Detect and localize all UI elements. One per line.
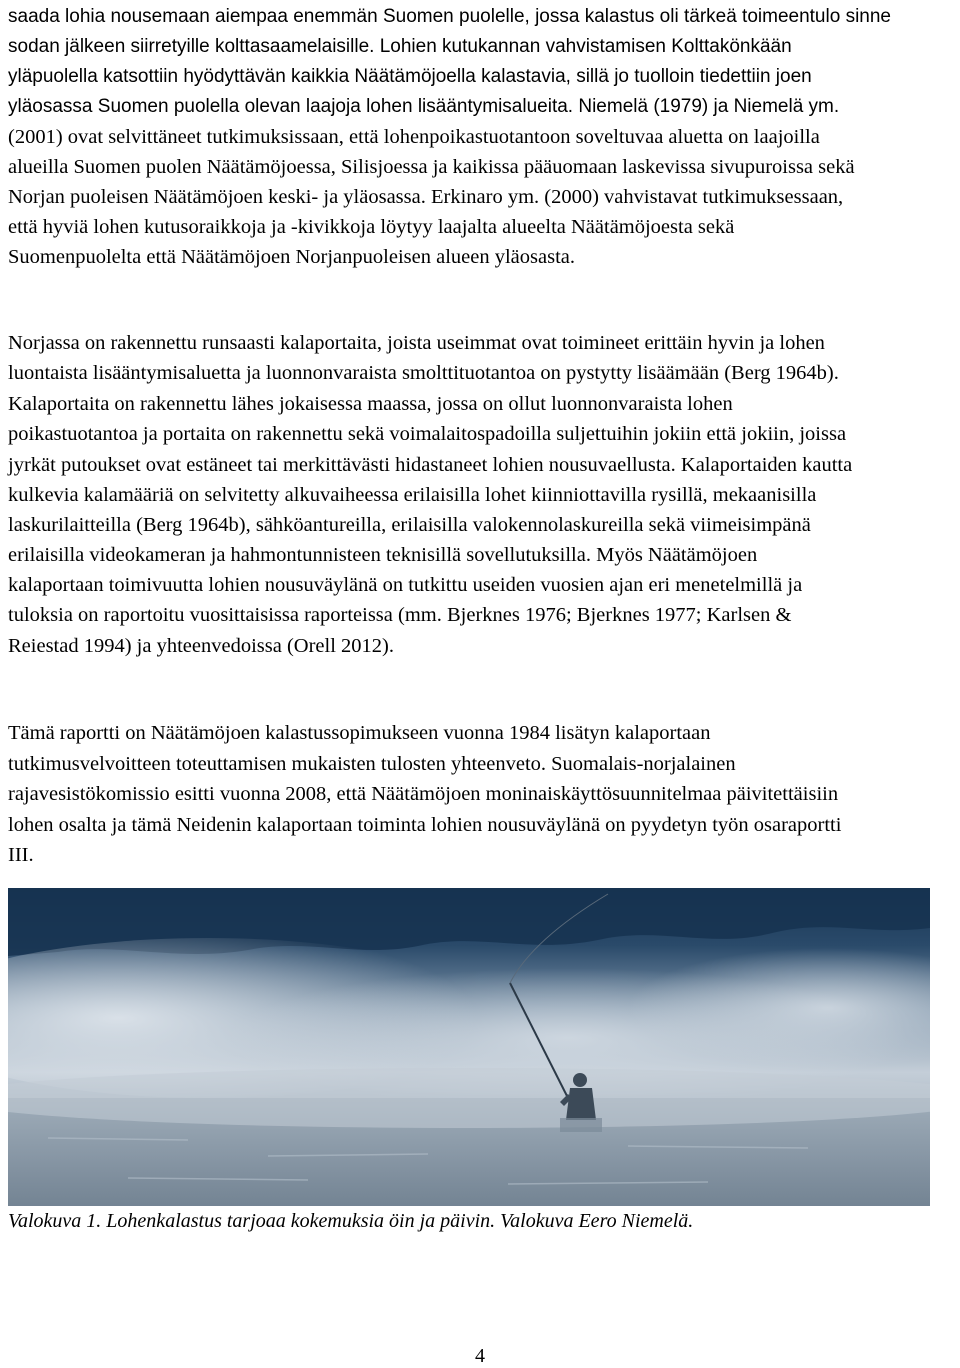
paragraph-2-line: kalaportaan toimivuutta lohien nousuväylänä on tutkittu useiden vuosien ajan eri menetelmillä ja bbox=[8, 574, 803, 596]
paragraph-2-line: luontaista lisääntymisaluetta ja luonnonvaraista smolttituotantoa on pystytty lisäämään (Berg 1964b). bbox=[8, 362, 839, 384]
paragraph-1-line: saada lohia nousemaan aiempaa enemmän Suomen puolelle, jossa kalastus oli tärkeä toimeentulo sinne bbox=[8, 6, 891, 27]
paragraph-1-line: alueilla Suomen puolen Näätämöjoessa, Silisjoessa ja kaikissa pääuomaan laskevissa sivupuroissa sekä bbox=[8, 156, 855, 178]
paragraph-3-line: lohen osalta ja tämä Neidenin kalaportaan toiminta lohien nousuväylänä on pyydetyn työn osaraportti bbox=[8, 814, 842, 836]
paragraph-1-line: (2001) ovat selvittäneet tutkimuksissaan, että lohenpoikastuotantoon soveltuvaa aluetta on laajoilla bbox=[8, 126, 820, 148]
paragraph-1-line: yläosassa Suomen puolella olevan laajoja lohen lisääntymisalueita. Niemelä (1979) ja Niemelä ym. bbox=[8, 96, 840, 117]
paragraph-1-line: Norjan puoleisen Näätämöjoen keski- ja yläosassa. Erkinaro ym. (2000) vahvistavat tutkimuksessaan, bbox=[8, 186, 844, 208]
photo-illustration bbox=[8, 888, 930, 1206]
paragraph-1-line: Suomenpuolelta että Näätämöjoen Norjanpuoleisen alueen yläosasta. bbox=[8, 246, 575, 268]
paragraph-2-line: jyrkät putoukset ovat estäneet tai merkittävästi hidastaneet lohien nousuvaellusta. Kalaportaiden kautta bbox=[8, 454, 853, 476]
paragraph-1-line: sodan jälkeen siirretyille kolttasaamelaisille. Lohien kutukannan vahvistamisen Kolttakönkään bbox=[8, 36, 792, 57]
paragraph-3-line: Tämä raportti on Näätämöjoen kalastussopimukseen vuonna 1984 lisätyn kalaportaan bbox=[8, 722, 711, 744]
paragraph-2-line: kulkevia kalamääriä on selvitetty alkuvaiheessa erilaisilla lohet kiinniottavilla rysillä, mekaanisilla bbox=[8, 484, 817, 506]
paragraph-2-line: Kalaportaita on rakennettu lähes jokaisessa maassa, jossa on ollut luonnonvaraista lohen bbox=[8, 393, 733, 415]
paragraph-2-line: tuloksia on raportoitu vuosittaisissa raporteissa (mm. Bjerknes 1976; Bjerknes 1977; Karlsen & bbox=[8, 604, 792, 626]
paragraph-2-line: Reiestad 1994) ja yhteenvedoissa (Orell 2012). bbox=[8, 635, 394, 657]
page-number: 4 bbox=[475, 1345, 485, 1367]
paragraph-1-line: yläpuolella katsottiin hyödyttävän kaikkia Näätämöjoella kalastavia, sillä jo tuolloin tiedettiin joen bbox=[8, 66, 812, 87]
paragraph-3-line: III. bbox=[8, 844, 34, 866]
paragraph-2-line: erilaisilla videokameran ja hahmontunnisteen teknisillä sovellutuksilla. Myös Näätämöjoen bbox=[8, 544, 758, 566]
paragraph-2-line: laskurilaitteilla (Berg 1964b), sähköantureilla, erilaisilla valokennolaskureilla sekä viimeisimpänä bbox=[8, 514, 811, 536]
paragraph-2-line: poikastuotantoa ja portaita on rakennettu sekä voimalaitospadoilla suljettuihin jokiin että jokiin, joissa bbox=[8, 423, 847, 445]
photo-caption: Valokuva 1. Lohenkalastus tarjoaa kokemuksia öin ja päivin. Valokuva Eero Niemelä. bbox=[8, 1210, 694, 1232]
paragraph-3-line: rajavesistökomissio esitti vuonna 2008, että Näätämöjoen moninaiskäyttösuunnitelmaa päivitettäisiin bbox=[8, 783, 839, 805]
paragraph-2-line: Norjassa on rakennettu runsaasti kalaportaita, joista useimmat ovat toimineet erittäin hyvin ja lohen bbox=[8, 332, 825, 354]
paragraph-1-line: että hyviä lohen kutusoraikkoja ja -kivikkoja löytyy laajalta alueelta Näätämöjoesta sekä bbox=[8, 216, 735, 238]
fishing-photo bbox=[8, 888, 930, 1206]
paragraph-3-line: tutkimusvelvoitteen toteuttamisen mukaisten tulosten yhteenveto. Suomalais-norjalainen bbox=[8, 753, 736, 775]
